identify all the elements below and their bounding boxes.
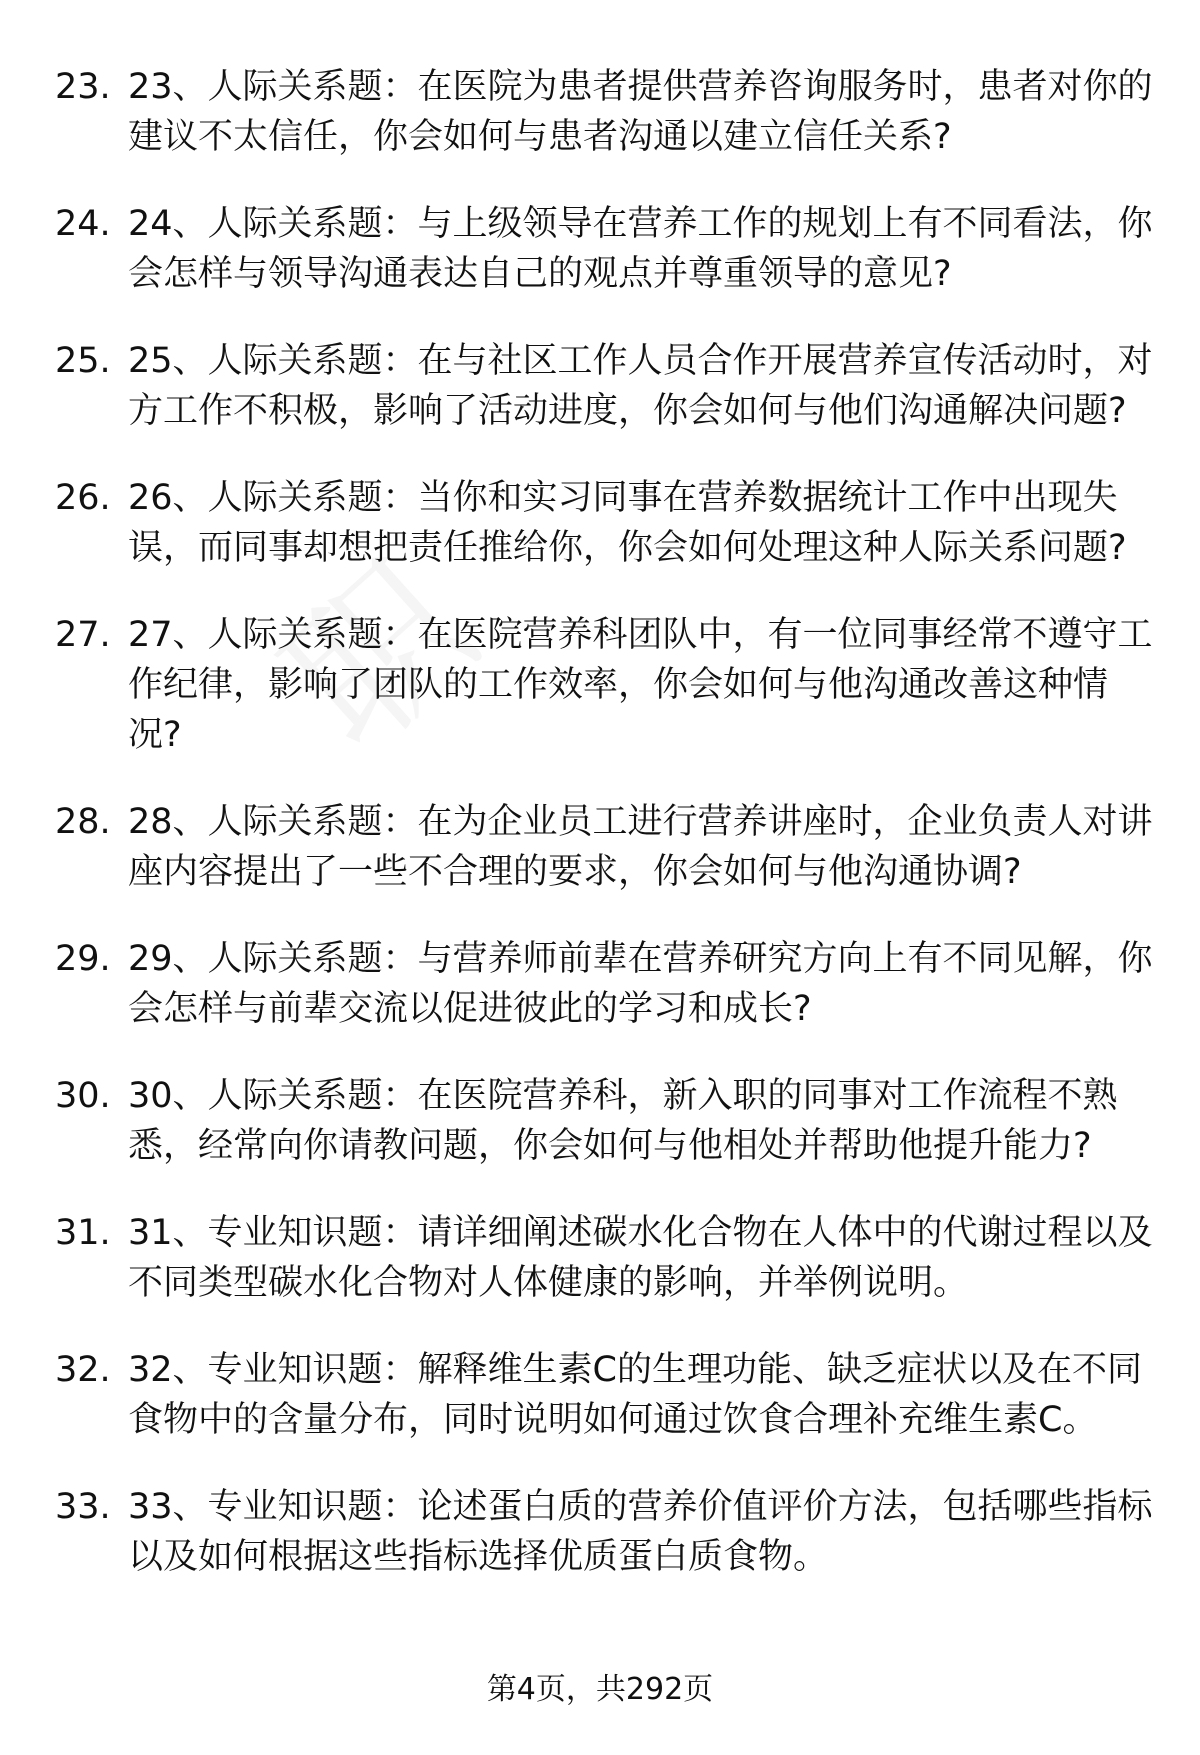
page-footer: 第4页，共292页 — [486, 1672, 714, 1707]
question-item-23 — [55, 62, 1155, 162]
question-text: 30、人际关系题：在医院营养科，新入职的同事对工作流程不熟悉，经常向你请教问题，你会如何与他相处并帮助他提升能力? — [128, 1076, 1118, 1166]
question-number: 26. — [55, 478, 111, 518]
question-item-25 — [55, 336, 1155, 436]
question-number: 30. — [55, 1076, 111, 1116]
question-number: 32. — [55, 1350, 111, 1390]
question-item-27 — [55, 610, 1155, 760]
question-number: 23. — [55, 67, 111, 107]
question-text: 25、人际关系题：在与社区工作人员合作开展营养宣传活动时，对方工作不积极，影响了活动进度，你会如何与他们沟通解决问题? — [128, 341, 1153, 431]
question-item-30 — [55, 1071, 1155, 1171]
question-text: 31、专业知识题：请详细阐述碳水化合物在人体中的代谢过程以及不同类型碳水化合物对人体健康的影响，并举例说明。 — [128, 1213, 1153, 1303]
question-number: 25. — [55, 341, 111, 381]
question-item-28 — [55, 797, 1155, 897]
question-number: 31. — [55, 1213, 111, 1253]
question-item-32 — [55, 1345, 1155, 1445]
question-list — [55, 62, 1155, 1619]
question-item-33 — [55, 1482, 1155, 1582]
question-text: 23、人际关系题：在医院为患者提供营养咨询服务时，患者对你的建议不太信任，你会如何与患者沟通以建立信任关系? — [128, 67, 1153, 157]
question-number: 24. — [55, 204, 111, 244]
question-text: 32、专业知识题：解释维生素C的生理功能、缺乏症状以及在不同食物中的含量分布，同时说明如何通过饮食合理补充维生素C。 — [128, 1350, 1142, 1440]
question-item-31 — [55, 1208, 1155, 1308]
question-number: 33. — [55, 1487, 111, 1527]
question-text: 26、人际关系题：当你和实习同事在营养数据统计工作中出现失误，而同事却想把责任推给你，你会如何处理这种人际关系问题? — [128, 478, 1127, 568]
question-text: 24、人际关系题：与上级领导在营养工作的规划上有不同看法，你会怎样与领导沟通表达自己的观点并尊重领导的意见? — [128, 204, 1153, 294]
question-item-26 — [55, 473, 1155, 573]
question-item-24 — [55, 199, 1155, 299]
question-text: 33、专业知识题：论述蛋白质的营养价值评价方法，包括哪些指标以及如何根据这些指标选择优质蛋白质食物。 — [128, 1487, 1153, 1577]
watermark: 职 — [250, 525, 510, 787]
question-text: 28、人际关系题：在为企业员工进行营养讲座时，企业负责人对讲座内容提出了一些不合理的要求，你会如何与他沟通协调? — [128, 802, 1153, 892]
question-number: 28. — [55, 802, 111, 842]
question-text: 27、人际关系题：在医院营养科团队中，有一位同事经常不遵守工作纪律，影响了团队的工作效率，你会如何与他沟通改善这种情况? — [128, 615, 1153, 755]
question-number: 29. — [55, 939, 111, 979]
question-item-29 — [55, 934, 1155, 1034]
question-number: 27. — [55, 615, 111, 655]
question-text: 29、人际关系题：与营养师前辈在营养研究方向上有不同见解，你会怎样与前辈交流以促进彼此的学习和成长? — [128, 939, 1153, 1029]
